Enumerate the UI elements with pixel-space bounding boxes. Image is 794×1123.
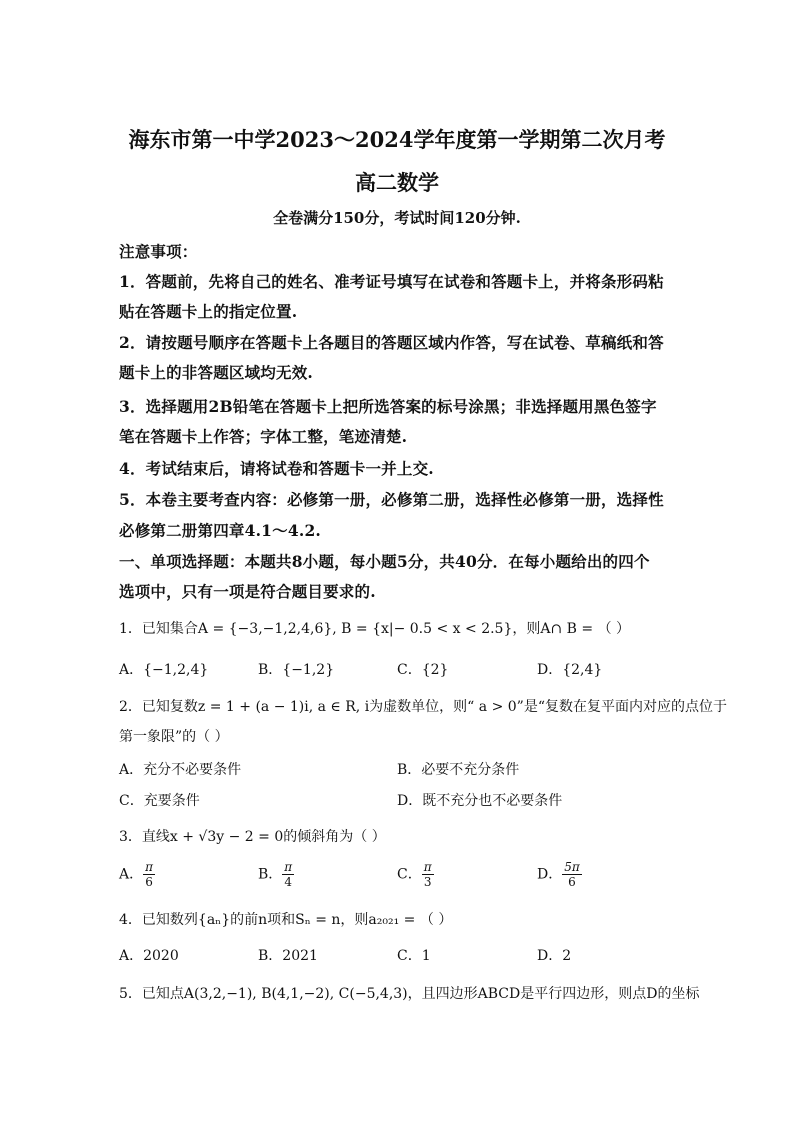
notice-item-4-line1: 4．考试结束后，请将试卷和答题卡一并上交. — [119, 459, 434, 478]
notice-item-5-line2: 必修第二册第四章4.1～4.2. — [119, 521, 322, 540]
notice-item-3-line2: 笔在答题卡上作答；字体工整，笔迹清楚. — [119, 427, 408, 446]
question-3-stem: 3．直线x + √3y − 2 = 0的倾斜角为（ ） — [119, 829, 386, 845]
fraction-numerator: π — [423, 860, 432, 874]
question-5-stem: 5．已知点A(3,2,−1), B(4,1,−2), C(−5,4,3)，且四边形ABCD是平行四边形，则点D的坐标 — [119, 986, 700, 1002]
notice-item-1-line2: 贴在答题卡上的指定位置. — [119, 302, 298, 321]
notice-item-1-line1: 1．答题前，先将自己的姓名、准考证号填写在试卷和答题卡上，并将条形码粘 — [119, 272, 664, 291]
option-label: B． — [258, 866, 283, 883]
score-info: 全卷满分150分，考试时间120分钟. — [273, 209, 521, 227]
question-2-stem-line2: 第一象限”的（ ） — [119, 729, 229, 745]
notice-item-2-line1: 2．请按题号顺序在答题卡上各题目的答题区域内作答，写在试卷、草稿纸和答 — [119, 333, 664, 352]
fraction-numerator: π — [284, 860, 293, 874]
question-4-option-b: B．2021 — [258, 948, 318, 964]
question-2-stem-line1: 2．已知复数z = 1 + (a − 1)i, a ∈ R, i为虚数单位，则“ a > 0”是“复数在复平面内对应的点位于 — [119, 699, 727, 715]
fraction-denominator: 6 — [145, 875, 153, 889]
fraction-denominator: 6 — [568, 875, 576, 889]
question-4-option-d: D．2 — [537, 948, 572, 964]
fraction-denominator: 4 — [284, 875, 293, 889]
question-2-option-a: A．充分不必要条件 — [119, 762, 242, 778]
subject-title: 高二数学 — [355, 170, 439, 195]
question-2-option-b: B．必要不充分条件 — [397, 762, 520, 778]
question-4-option-c: C．1 — [397, 948, 431, 964]
notice-item-2-line2: 题卡上的非答题区域均无效. — [119, 363, 313, 382]
fraction — [143, 860, 155, 889]
question-2-option-c: C．充要条件 — [119, 793, 200, 809]
notice-heading: 注意事项： — [119, 242, 198, 261]
fraction-numerator: 5π — [564, 860, 580, 874]
fraction — [562, 860, 582, 889]
question-2-option-d: D．既不充分也不必要条件 — [397, 793, 563, 809]
question-4-stem: 4．已知数列{aₙ}的前n项和Sₙ = n，则a₂₀₂₁ = （ ） — [119, 912, 453, 928]
question-3-option-a — [119, 860, 155, 889]
fraction-numerator: π — [145, 860, 154, 874]
option-label: A． — [119, 866, 144, 883]
question-1-option-d: D．{2,4} — [537, 662, 603, 678]
question-1-stem: 1．已知集合A = {−3,−1,2,4,6}, B = {x|− 0.5 < x < 2.5}，则A∩ B = （ ） — [119, 621, 631, 637]
question-3-option-b — [258, 860, 294, 889]
fraction — [282, 860, 294, 889]
fraction-denominator: 3 — [423, 875, 432, 889]
option-label: C． — [397, 866, 422, 883]
notice-item-3-line1: 3．选择题用2B铅笔在答题卡上把所选答案的标号涂黑；非选择题用黑色签字 — [119, 397, 657, 416]
question-1-option-b: B．{−1,2} — [258, 662, 335, 678]
fraction — [422, 860, 434, 889]
section1-line1: 一、单项选择题：本题共8小题，每小题5分，共40分．在每小题给出的四个 — [119, 552, 650, 571]
question-1-option-c: C．{2} — [397, 662, 449, 678]
exam-title: 海东市第一中学2023～2024学年度第一学期第二次月考 — [128, 127, 666, 152]
notice-item-5-line1: 5．本卷主要考查内容：必修第一册，必修第二册，选择性必修第一册，选择性 — [119, 490, 664, 509]
section1-line2: 选项中，只有一项是符合题目要求的. — [119, 582, 376, 601]
option-label: D． — [537, 866, 563, 883]
question-4-option-a: A．2020 — [119, 948, 179, 964]
question-3-option-d — [537, 860, 582, 889]
question-1-option-a: A．{−1,2,4} — [119, 662, 209, 678]
question-3-option-c — [397, 860, 434, 889]
